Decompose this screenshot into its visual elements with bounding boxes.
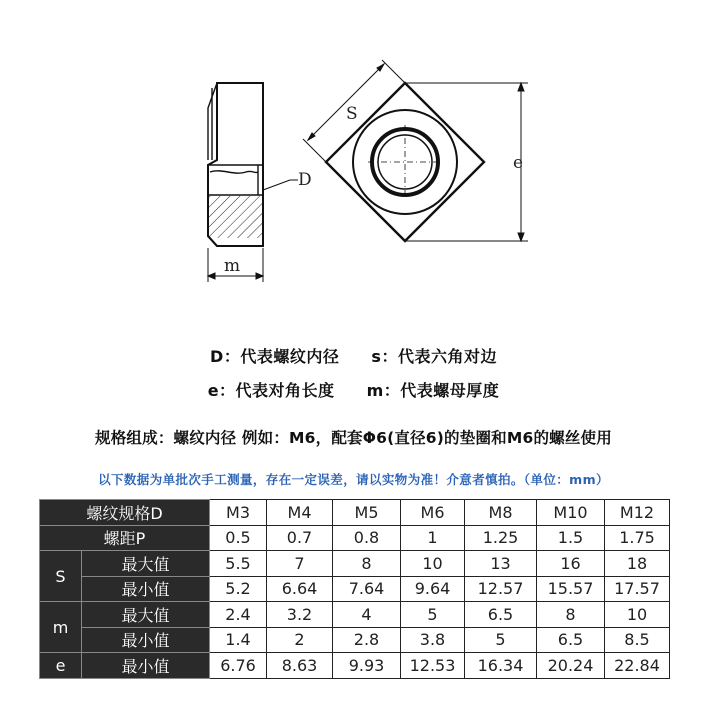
legend-e: e：代表对角长度	[207, 381, 335, 400]
pitch-cell: 0.5	[210, 525, 267, 551]
m-min-cell: 8.5	[605, 627, 670, 653]
label-e: e	[513, 153, 524, 173]
e-min-cell: 22.84	[605, 653, 670, 679]
e-min-cell: 16.34	[465, 653, 537, 679]
m-min-cell: 3.8	[401, 627, 465, 653]
e-min-cell: 12.53	[401, 653, 465, 679]
m-max-cell: 6.5	[465, 602, 537, 628]
s-min-cell: 5.2	[210, 576, 267, 602]
m-max-cell: 8	[537, 602, 605, 628]
m-min-cell: 2	[267, 627, 333, 653]
table-row-m-min	[40, 627, 670, 653]
s-min-cell: 17.57	[605, 576, 670, 602]
table-row-s-min	[40, 576, 670, 602]
spec-composition-text: 规格组成：螺纹内径 例如：M6，配套Φ6(直径6)的垫圈和M6的螺丝使用	[95, 429, 612, 447]
label-s: S	[346, 104, 358, 124]
table-row-m-max	[40, 602, 670, 628]
label-m: m	[224, 256, 241, 276]
m-min-cell: 5	[465, 627, 537, 653]
s-group-header: S	[40, 551, 82, 602]
e-min-cell: 8.63	[267, 653, 333, 679]
table-row-pitch	[40, 525, 670, 551]
s-min-cell: 12.57	[465, 576, 537, 602]
s-min-cell: 6.64	[267, 576, 333, 602]
spec-cell: M10	[537, 500, 605, 526]
pitch-cell: 0.8	[333, 525, 401, 551]
pitch-cell: 1.25	[465, 525, 537, 551]
min-header: 最小值	[82, 576, 210, 602]
legend-line-2	[0, 378, 707, 401]
pitch-cell: 1	[401, 525, 465, 551]
spec-cell: M4	[267, 500, 333, 526]
spec-cell: M3	[210, 500, 267, 526]
table-row-s-max	[40, 551, 670, 577]
s-max-cell: 18	[605, 551, 670, 577]
s-min-cell: 15.57	[537, 576, 605, 602]
m-max-cell: 4	[333, 602, 401, 628]
spec-cell: M12	[605, 500, 670, 526]
pitch-header: 螺距P	[40, 525, 210, 551]
s-min-cell: 9.64	[401, 576, 465, 602]
table-row-spec	[40, 500, 670, 526]
s-min-cell: 7.64	[333, 576, 401, 602]
m-max-cell: 3.2	[267, 602, 333, 628]
spec-cell: M6	[401, 500, 465, 526]
legend-m: m：代表螺母厚度	[366, 381, 500, 400]
s-max-cell: 10	[401, 551, 465, 577]
legend-line-1	[0, 344, 707, 367]
spec-cell: M8	[465, 500, 537, 526]
d-dimension	[263, 180, 298, 190]
pitch-cell: 1.5	[537, 525, 605, 551]
s-max-cell: 8	[333, 551, 401, 577]
square-nut-drawing	[0, 0, 707, 300]
m-max-cell: 5	[401, 602, 465, 628]
legend-d: D：代表螺纹内径	[210, 347, 340, 366]
spec-header: 螺纹规格D	[40, 500, 210, 526]
label-d: D	[298, 170, 312, 190]
s-max-cell: 5.5	[210, 551, 267, 577]
e-min-cell: 20.24	[537, 653, 605, 679]
m-group-header: m	[40, 602, 82, 653]
min-header: 最小值	[82, 653, 210, 679]
m-max-cell: 2.4	[210, 602, 267, 628]
min-header: 最小值	[82, 627, 210, 653]
pitch-cell: 1.75	[605, 525, 670, 551]
s-max-cell: 16	[537, 551, 605, 577]
m-min-cell: 2.8	[333, 627, 401, 653]
e-group-header: e	[40, 653, 82, 679]
hatched-section	[209, 196, 262, 238]
table-row-e-min	[40, 653, 670, 679]
m-min-cell: 6.5	[537, 627, 605, 653]
pitch-cell: 0.7	[267, 525, 333, 551]
m-max-cell: 10	[605, 602, 670, 628]
max-header: 最大值	[82, 551, 210, 577]
m-min-cell: 1.4	[210, 627, 267, 653]
legend-s: s：代表六角对边	[371, 347, 497, 366]
s-max-cell: 13	[465, 551, 537, 577]
s-max-cell: 7	[267, 551, 333, 577]
measurement-note: 以下数据为单批次手工测量，存在一定误差，请以实物为准！介意者慎拍。（单位：mm）	[98, 472, 609, 487]
spec-table	[39, 499, 670, 679]
e-min-cell: 6.76	[210, 653, 267, 679]
e-min-cell: 9.93	[333, 653, 401, 679]
max-header: 最大值	[82, 602, 210, 628]
spec-cell: M5	[333, 500, 401, 526]
